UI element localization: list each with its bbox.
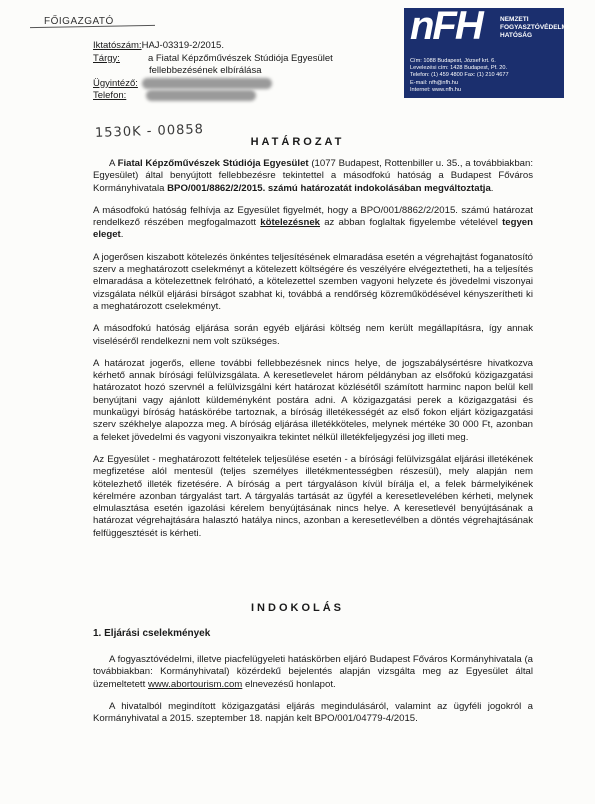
logo-address <box>410 58 509 94</box>
address-line: E-mail: nfh@nfh.hu <box>410 79 458 86</box>
targy-value-line2: fellebbezésének elbírálása <box>149 65 262 76</box>
telefon-label: Telefon: <box>93 90 127 101</box>
redacted-name <box>142 78 272 89</box>
paragraph: A jogerősen kiszabott kötelezés önkéntes teljesítésének elmaradása esetén a végrehajtást foganatosító szerv a meghatározott cselekményt a kötelezett költségére és veszélyére elvégeztetheti, ha a teljesítés elmaradása a kötelezettnek felróható, a kötelezettel szemben vagyoni helyzete és jövedelmi viszonyai vizsgálata nélkül eljárási bírságot szabhat ki, továbbá a rendőrség közreműködésével kényszerítheti ki a meghatározott cselekményt. <box>93 251 533 312</box>
targy-value: a Fiatal Képzőművészek Stúdiója Egyesület <box>147 52 333 64</box>
logo-name-line: FOGYASZTÓVÉDELMI <box>500 24 569 31</box>
targy-label: Tárgy: <box>93 52 120 64</box>
document-title: HATÁROZAT <box>250 136 345 148</box>
logo-name-line: NEMZETI <box>500 16 529 23</box>
document-meta <box>93 40 333 103</box>
iktatoszam-label: Iktatószám: <box>93 40 142 51</box>
paragraph: A fogyasztóvédelmi, illetve piacfelügyeleti hatáskörben eljáró Budapest Főváros Kormányhivatala (a továbbiakban: Kormányhivatal) közérdekű bejelentés alapján vizsgálta meg az Egyesület által üzemeltetett www.abortourism.com elnevezésű honlapot. <box>93 654 533 690</box>
decision-body <box>93 158 533 547</box>
paragraph: A határozat jogerős, ellene további fellebbezésnek nincs helye, de jogszabálysértésre hivatkozva kérhető annak bírósági felülvizsgálata. A keresetlevelet három példányban az elsőfokú közigazgatási határozatot hozó szervnél a felülvizsgálni kért határozat közlésétől számított harminc napon belül kell benyújtani vagy ajánlott küldeményként postára adni. A közigazgatási perek a közigazgatási és munkaügyi bíróság hatáskörébe tartoznak, a bíróság illetékességét az első fokon eljárt közigazgatási szerv székhelye alapozza meg. A bíróság eljárása illetékköteles, melynek mértéke 30 000 Ft, azonban a feleket jövedelmi és vagyoni viszonyaikra tekintet nélkül illetékfeljegyzési jog illeti meg. <box>93 357 533 443</box>
section-heading: 1. Eljárási cselekmények <box>93 628 211 639</box>
paragraph: A másodfokú hatóság felhívja az Egyesület figyelmét, hogy a BPO/001/8862/2/2015. számú határozat rendelkező részében megfogalmazott kötelezésnek az abban foglaltak figyelembe vételével tegyen eleget. <box>93 204 533 241</box>
department-label: FŐIGAZGATÓ <box>44 16 114 27</box>
paragraph: A hivatalból megindított közigazgatási eljárás megindulásáról, valamint az ügyféli jogokról a Kormányhivatal a 2015. szeptember 18. napján kelt BPO/001/04779-4/2015. <box>93 700 533 725</box>
section1-body <box>93 654 533 732</box>
website-link: www.abortourism.com <box>147 678 243 690</box>
paragraph: Az Egyesület - meghatározott feltételek teljesülése esetén - a bírósági felülvizsgálat eljárási illetékének megfizetése alól mentesül (teljes személyes illetékmentességben részesül), mely alapján nem kötelezhető illeték fizetésére. A bíróság a pert tárgyaláson kívül bírálja el, a felek bármelyikének kérelmére azonban tárgyalást tart. A tárgyalás tartását az ügyfél a keresetlevelében kérheti, melynek elmulasztása esetén igazolási kérelem benyújtásának nincs helye. A keresetlevél benyújtásának a határozat végrehajtására halasztó hatálya nincs, azonban a keresetlevélben a döntés végrehajtásának felfüggesztését is kérheti. <box>93 453 533 539</box>
address-line: Internet: www.nfh.hu <box>410 86 461 93</box>
handwritten-note: 1530K - 00858 <box>94 122 205 141</box>
redacted-phone <box>146 90 256 101</box>
logo-name <box>500 16 569 40</box>
paragraph: A másodfokú hatóság eljárása során egyéb eljárási költség nem került megállapításra, így annak viseléséről rendelkezni nem volt szükséges. <box>93 323 533 347</box>
logo-name-line: HATÓSÁG <box>500 32 533 39</box>
ugyintezo-label: Ügyintéző: <box>93 77 138 89</box>
address-line: Cím: 1088 Budapest, József krt. 6. <box>410 58 496 64</box>
logo-mark: nFH <box>410 4 482 48</box>
iktatoszam-value: HAJ-03319-2/2015. <box>141 40 224 51</box>
paragraph: A Fiatal Képzőművészek Stúdiója Egyesület (1077 Budapest, Rottenbiller u. 35., a továbbiakban: Egyesület) által benyújtott fellebbezésre tekintettel a másodfokú hatóság a Budapest Főváros Kormányhivatala BPO/001/8862/2/2015. számú határozatát indokolásában megváltoztatja. <box>93 158 533 194</box>
address-line: Telefon: (1) 459 4800 Fax: (1) 210 4677 <box>410 72 509 79</box>
address-line: Levelezési cím: 1428 Budapest, Pf. 20. <box>410 65 508 72</box>
nfh-logo <box>404 4 569 98</box>
indoklas-title: INDOKOLÁS <box>251 602 344 614</box>
